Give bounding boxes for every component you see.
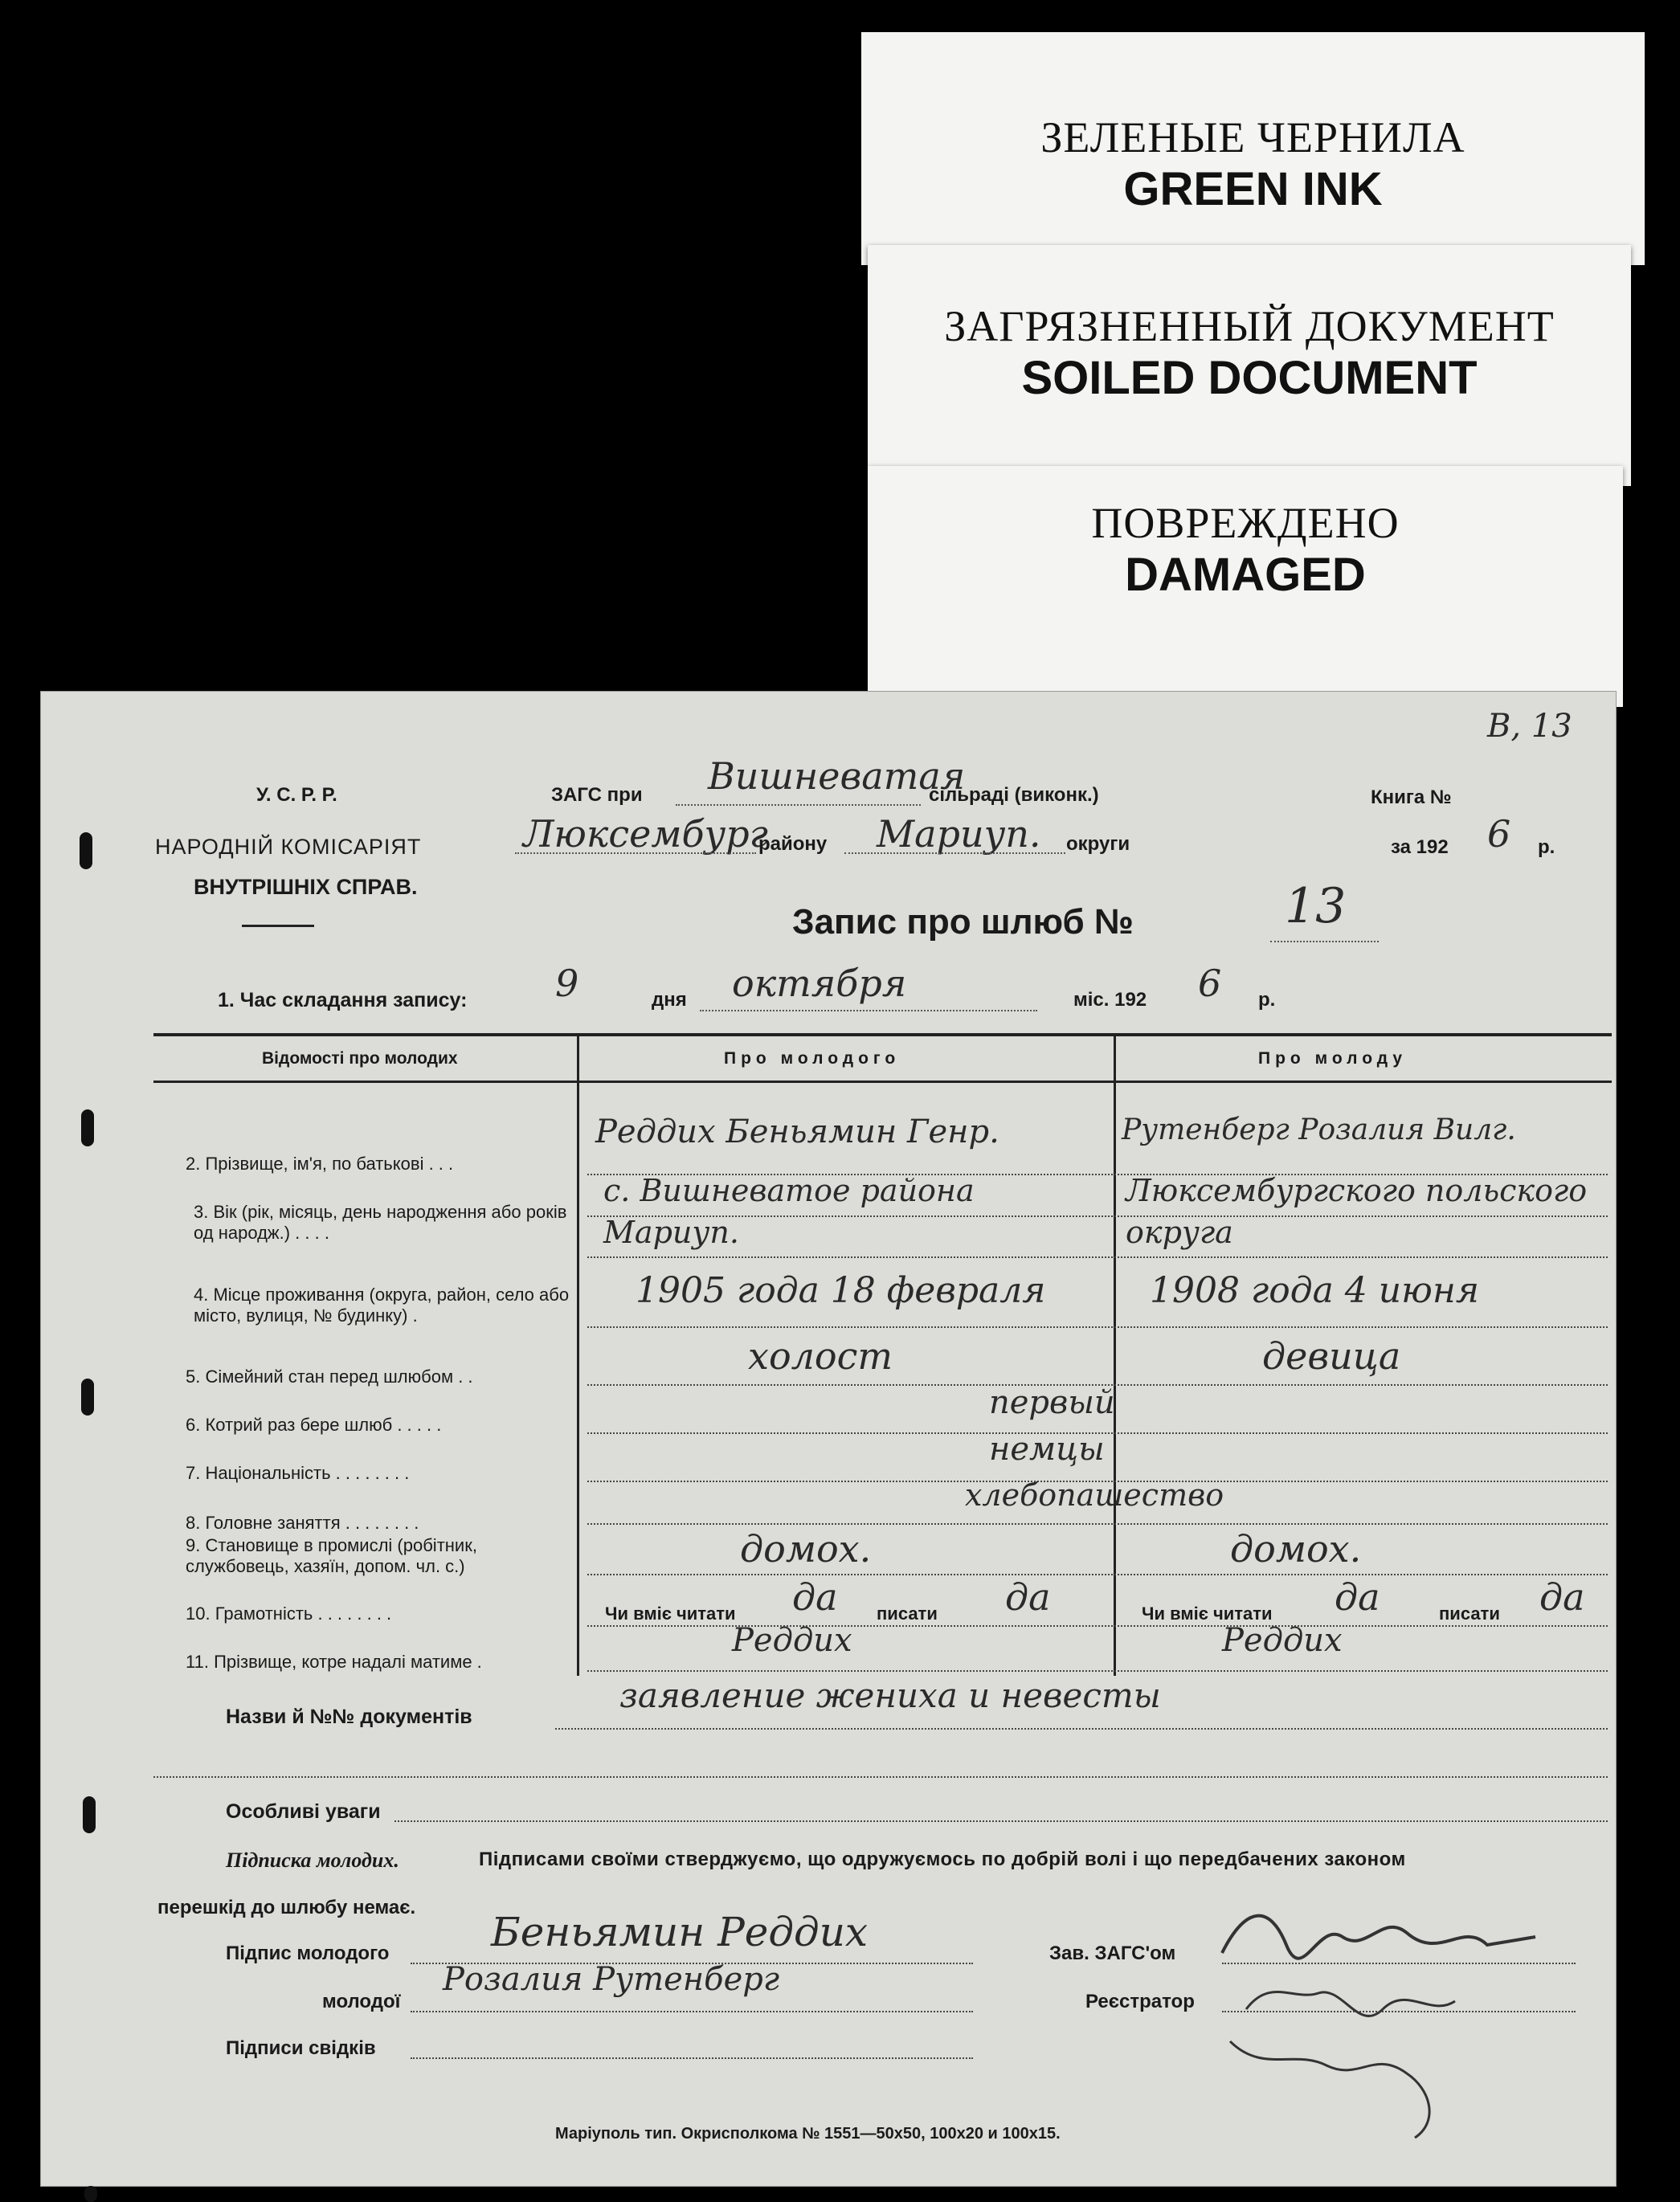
stamp-damaged: [868, 466, 1623, 707]
item1-label: 1. Час складання запису:: [218, 989, 468, 1011]
item1-year: 6: [1198, 962, 1222, 1005]
declaration-text-2: перешкід до шлюбу немає.: [157, 1897, 416, 1918]
row-label: 6. Котрий раз бере шлюб . . . . .: [186, 1415, 442, 1435]
table-header-rule: [153, 1081, 1612, 1083]
bride-future-surname: Реддих: [1222, 1622, 1343, 1659]
table-vline-1: [577, 1033, 579, 1676]
marriage-record-form: [40, 691, 1617, 2187]
groom-status: холост: [748, 1334, 893, 1378]
table-header-groom: Про молодого: [724, 1049, 901, 1068]
bride-name: Рутенберг Розалия Вилг.: [1122, 1113, 1516, 1146]
groom-read-label: Чи вміє читати: [605, 1603, 736, 1624]
nationality: немцы: [989, 1431, 1105, 1468]
groom-write-label: писати: [877, 1603, 938, 1624]
punch-hole: [81, 1379, 94, 1416]
row-label: 2. Прізвище, ім'я, по батькові . . .: [186, 1154, 454, 1174]
punch-hole: [83, 1796, 96, 1833]
groom-signature-label: Підпис молодого: [226, 1943, 390, 1964]
bride-age: Люксембургского польского округа: [1126, 1173, 1588, 1250]
bride-status: девица: [1262, 1334, 1401, 1378]
punch-hole: [80, 832, 92, 869]
rayon-label: району: [758, 833, 828, 855]
groom-name: Реддих Беньямин Генр.: [595, 1113, 999, 1150]
bride-position: домох.: [1230, 1527, 1362, 1571]
row-label: 5. Сімейний стан перед шлюбом . .: [186, 1367, 473, 1387]
documents-line-2: [153, 1776, 1608, 1778]
stamp-soiled-en: SOILED DOCUMENT: [1021, 352, 1478, 404]
notes-line: [394, 1820, 1608, 1822]
punch-hole: [81, 1109, 94, 1146]
okrug-line: [844, 852, 1065, 854]
commissariat-line-2: ВНУТРІШНІХ СПРАВ.: [194, 875, 418, 899]
documents-line: [555, 1728, 1608, 1730]
bride-signature: Розалия Рутенберг: [443, 1961, 780, 1998]
row-line: [587, 1574, 1608, 1575]
row-label: 10. Грамотність . . . . . . . .: [186, 1603, 392, 1624]
okrug-label: округи: [1066, 833, 1130, 855]
groom-position: домох.: [740, 1527, 872, 1571]
row-label: 4. Місце проживання (округа, район, село або місто, вулиця, № будинку) .: [194, 1285, 570, 1326]
stamp-green-ink: [861, 32, 1645, 265]
item1-month-line: [700, 1010, 1037, 1011]
marriage-count: первый: [989, 1384, 1115, 1421]
row-line: [587, 1326, 1608, 1328]
declaration-text-1: Підписами своїми стверджуємо, що одружуємось по добрій волі і що передбачених законом: [479, 1849, 1406, 1870]
item1-month: октября: [732, 962, 907, 1005]
record-title: Запис про шлюб №: [792, 902, 1134, 942]
documents-label: Назви й №№ документів: [226, 1706, 472, 1728]
stamp-damaged-en: DAMAGED: [1125, 549, 1366, 601]
table-header-bride: Про молоду: [1258, 1049, 1408, 1068]
groom-read-value: да: [792, 1575, 838, 1619]
witness-line: [411, 2057, 973, 2059]
groom-signature: Беньямин Реддих: [491, 1909, 869, 1955]
bride-read-value: да: [1335, 1575, 1380, 1619]
item1-day: 9: [555, 962, 579, 1005]
declaration-italic: Підписка молодих.: [226, 1849, 399, 1872]
commissariat-line-1: НАРОДНІЙ КОМІСАРІЯТ: [155, 835, 422, 859]
punch-hole: [84, 2186, 97, 2202]
stamp-green-ink-ru: ЗЕЛЕНЫЕ ЧЕРНИЛА: [1040, 113, 1465, 161]
record-number: 13: [1285, 878, 1347, 934]
row-label: 8. Головне заняття . . . . . . . .: [186, 1513, 419, 1533]
divider: [242, 925, 314, 927]
zags-village: Вишневатая: [708, 754, 966, 798]
bride-read-label: Чи вміє читати: [1142, 1603, 1273, 1624]
bride-write-label: писати: [1439, 1603, 1500, 1624]
item1-mis: міс. 192: [1073, 989, 1147, 1011]
groom-residence: 1905 года 18 февраля: [636, 1270, 1046, 1311]
stamp-soiled-ru: ЗАГРЯЗНЕННЫЙ ДОКУМЕНТ: [944, 302, 1555, 350]
zags-prefix: ЗАГС при: [551, 784, 643, 806]
head-zags-label: Зав. ЗАГС'ом: [1049, 1943, 1176, 1964]
table-top-rule: [153, 1033, 1612, 1036]
year-digit: 6: [1487, 812, 1511, 856]
groom-write-value: да: [1005, 1575, 1051, 1619]
bride-signature-label: молодої: [322, 1991, 401, 2012]
record-number-line: [1270, 941, 1379, 942]
row-label: 7. Національність . . . . . . . .: [186, 1463, 410, 1483]
registrar-label: Реєстратор: [1085, 1991, 1195, 2012]
table-header-info: Відомості про молодих: [262, 1049, 458, 1068]
year-prefix: за 192: [1391, 836, 1449, 858]
stamp-damaged-ru: ПОВРЕЖДЕНО: [1091, 499, 1400, 547]
groom-age: с. Вишневатое района Мариуп.: [603, 1173, 975, 1250]
row-line: [587, 1215, 1608, 1217]
witness-label: Підписи свідків: [226, 2037, 376, 2059]
row-line: [587, 1256, 1608, 1258]
occupation: хлебопашество: [965, 1477, 1224, 1513]
rayon-line: [515, 852, 756, 854]
item1-dnya: дня: [652, 989, 687, 1011]
zags-suffix: сільраді (виконк.): [929, 784, 1099, 806]
groom-future-surname: Реддих: [732, 1622, 852, 1659]
rayon-name: Люксембург: [523, 812, 768, 856]
okrug-name: Мариуп.: [877, 812, 1041, 856]
row-label: 9. Становище в промислі (робітник, службовець, хазяїн, допом. чл. с.): [186, 1535, 477, 1576]
bride-residence: 1908 года 4 июня: [1150, 1270, 1479, 1311]
ussr-label: У. С. Р. Р.: [256, 784, 337, 806]
stamp-green-ink-en: GREEN INK: [1123, 163, 1383, 215]
documents-value: заявление жениха и невесты: [619, 1676, 1161, 1715]
zags-line: [676, 804, 921, 806]
official-signatures: [1198, 1889, 1568, 2154]
bride-write-value: да: [1539, 1575, 1585, 1619]
row-label: 11. Прізвище, котре надалі матиме .: [186, 1652, 482, 1672]
book-label: Книга №: [1371, 786, 1452, 808]
printer-imprint: Маріуполь тип. Окрисполкома № 1551—50x50, 100x20 и 100x15.: [555, 2125, 1061, 2143]
corner-note: В, 13: [1487, 708, 1572, 745]
notes-label: Особливі уваги: [226, 1800, 381, 1823]
row-line: [587, 1523, 1608, 1525]
table-vline-2: [1114, 1033, 1116, 1676]
row-line: [587, 1670, 1608, 1672]
row-label: 3. Вік (рік, місяць, день народження або років од народж.) . . . .: [194, 1202, 567, 1243]
item1-r: р.: [1258, 989, 1276, 1011]
stamp-soiled: [868, 245, 1631, 486]
bride-signature-line: [411, 2011, 973, 2012]
year-suffix: р.: [1538, 836, 1555, 858]
